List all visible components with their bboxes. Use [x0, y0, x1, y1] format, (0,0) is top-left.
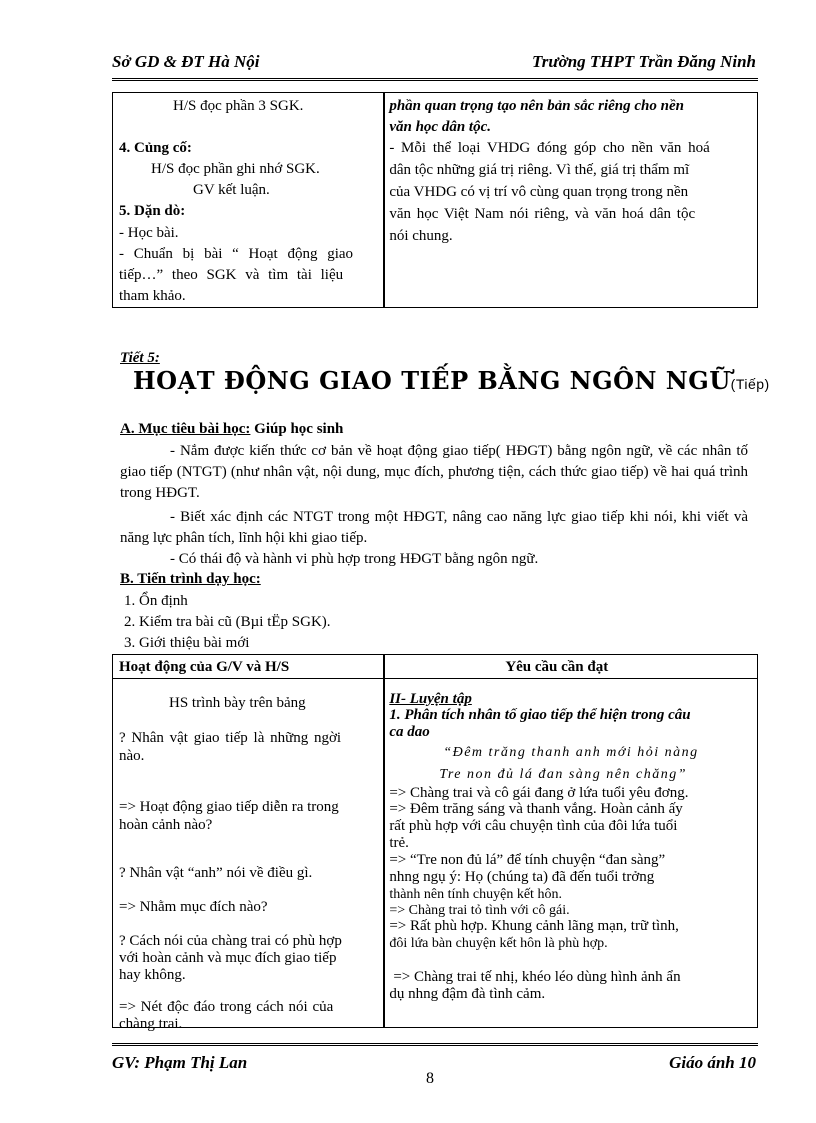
activity-q0: HS trình bày trên bảng — [169, 695, 306, 711]
practice-section: II- Luyện tập — [389, 691, 472, 707]
activity-left-cell — [113, 679, 385, 1032]
activity-q6a: => Nét độc đáo trong cách nói của — [119, 999, 334, 1015]
right-line-3: của VHDG có vị trí vô cùng quan trọng trong nền — [389, 184, 689, 200]
header-right: Trường THPT Trần Đăng Ninh — [532, 52, 756, 71]
objective-paragraph-3: - Có thái độ và hành vi phù hợp trong HĐGT bằng ngôn ngữ. — [170, 551, 539, 567]
answer-3a: => “Tre non đủ lá” để tính chuyện “đan sàng” — [389, 852, 666, 868]
footer-rule — [112, 1043, 758, 1046]
lesson-title-text: HOẠT ĐỘNG GIAO TIẾP BẰNG NGÔN NGỮ — [133, 366, 731, 395]
lesson-title-suffix: (Tiếp) — [730, 376, 770, 392]
dan-do-line-1: - Học bài. — [119, 225, 179, 241]
section-b-heading: B. Tiến trình dạy học: — [120, 571, 261, 587]
step-2: 2. Kiểm tra bài cũ (Bµi tËp SGK). — [124, 614, 331, 630]
objective-paragraph-1: - Nắm được kiến thức cơ bản về hoạt động giao tiếp( HĐGT) bằng ngôn ngữ, về các nhân tố giao tiếp (NTGT) (như nhân vật, nội dung, mục đích, phương tiện, cách thức giao tiếp) về hai quá trình trong HĐGT. — [120, 443, 748, 501]
activity-q6b: chàng trai. — [119, 1016, 183, 1032]
page-number: 8 — [426, 1070, 434, 1087]
step-3: 3. Giới thiệu bài mới — [124, 635, 250, 651]
header-activity-label: Hoạt động của G/V và H/S — [119, 659, 290, 675]
section-a-heading: A. Mục tiêu bài học: — [120, 421, 251, 437]
read-sgk-text: H/S đọc phần 3 SGK. — [173, 98, 304, 114]
right-line-5: nói chung. — [389, 228, 453, 244]
header-requirements-label: Yêu cầu cần đạt — [505, 659, 609, 675]
right-line-2: dân tộc những giá trị riêng. Vì thế, giá trị thẩm mĩ — [389, 162, 690, 178]
header-col-requirements — [384, 655, 757, 679]
continuation-right-cell — [384, 93, 757, 308]
activity-q5b: với hoàn cảnh và mục đích giao tiếp — [119, 950, 337, 966]
activity-q5a: ? Cách nói của chàng trai có phù hợp — [119, 933, 342, 949]
right-line-1: - Mỗi thể loại VHDG đóng góp cho nền văn hoá — [389, 140, 710, 156]
answer-4: => Chàng trai tỏ tình với cô gái. — [389, 903, 570, 918]
activity-q2a: => Hoạt động giao tiếp diễn ra trong — [119, 799, 339, 815]
cung-co-line-1: H/S đọc phần ghi nhớ SGK. — [151, 161, 320, 177]
footer-right: Giáo ánh 10 — [669, 1053, 756, 1072]
activity-q4: => Nhằm mục đích nào? — [119, 899, 268, 915]
section-a-sub: Giúp học sinh — [250, 421, 344, 437]
poem-line-2: Tre non đủ lá đan sàng nên chăng” — [439, 767, 688, 782]
right-line-4: văn học Việt Nam nói riêng, và văn hoá dân tộc — [389, 206, 696, 222]
activity-q5c: hay không. — [119, 967, 186, 983]
activity-q2b: hoàn cảnh nào? — [119, 817, 213, 833]
dan-do-line-3: tiếp…” theo SGK và tìm tài liệu — [119, 267, 344, 283]
requirements-right-cell — [384, 679, 757, 1028]
analysis-heading-b: ca dao — [389, 724, 430, 740]
section-a-heading-line — [120, 421, 343, 438]
right-bold-line-2: văn học dân tộc. — [389, 119, 491, 135]
answer-6a: => Chàng trai tế nhị, khéo léo dùng hình ảnh ẩn — [393, 969, 681, 985]
answer-5b: đôi lứa bàn chuyện kết hôn là phù hợp. — [389, 936, 608, 951]
header-rule — [112, 78, 758, 81]
cung-co-line-2: GV kết luận. — [193, 182, 270, 198]
dan-do-line-2: - Chuẩn bị bài “ Hoạt động giao — [119, 246, 354, 262]
answer-6b: dụ nhng đậm đà tình cảm. — [389, 986, 546, 1002]
lesson-number: Tiết 5: — [120, 350, 160, 366]
step-1: 1. Ổn định — [124, 593, 188, 609]
header-left: Sở GD & ĐT Hà Nội — [112, 52, 260, 71]
analysis-heading-a: 1. Phân tích nhân tố giao tiếp thể hiện trong câu — [389, 707, 691, 723]
answer-3c: thành nên tính chuyện kết hôn. — [389, 887, 562, 902]
answer-2c: trẻ. — [389, 835, 409, 851]
answer-3b: nhng ngụ ý: Họ (chúng ta) đã đến tuổi trởng — [389, 869, 655, 885]
answer-5a: => Rất phù hợp. Khung cảnh lãng mạn, trữ tình, — [389, 918, 679, 934]
answer-2a: => Đêm trăng sáng và thanh vắng. Hoàn cảnh ấy — [389, 801, 683, 817]
activity-q1a: ? Nhân vật giao tiếp là những ngời — [119, 730, 342, 746]
activity-table — [112, 654, 758, 1032]
continuation-left-cell — [113, 93, 385, 308]
dan-do-title: 5. Dặn dò: — [119, 203, 186, 219]
answer-1: => Chàng trai và cô gái đang ở lứa tuổi yêu đơng. — [389, 785, 689, 801]
objective-paragraph-2: - Biết xác định các NTGT trong một HĐGT, nâng cao năng lực giao tiếp khi nói, khi viết và năng lực phân tích, lĩnh hội khi giao tiếp. — [120, 509, 748, 546]
right-bold-line-1: phần quan trọng tạo nên bản sắc riêng cho nền — [389, 98, 684, 114]
lesson-title — [133, 366, 770, 395]
cung-co-title: 4. Củng cố: — [119, 140, 192, 156]
poem-line-1: “Đêm trăng thanh anh mới hỏi nàng — [443, 745, 699, 760]
answer-2b: rất phù hợp với câu chuyện tình của đôi lứa tuổi — [389, 818, 678, 834]
footer-left: GV: Phạm Thị Lan — [112, 1053, 248, 1072]
continuation-table — [112, 92, 758, 308]
activity-q3: ? Nhân vật “anh” nói về điều gì. — [119, 865, 313, 881]
activity-q1b: nào. — [119, 748, 145, 764]
dan-do-line-4: tham khảo. — [119, 288, 186, 304]
header-col-activity — [113, 655, 385, 679]
